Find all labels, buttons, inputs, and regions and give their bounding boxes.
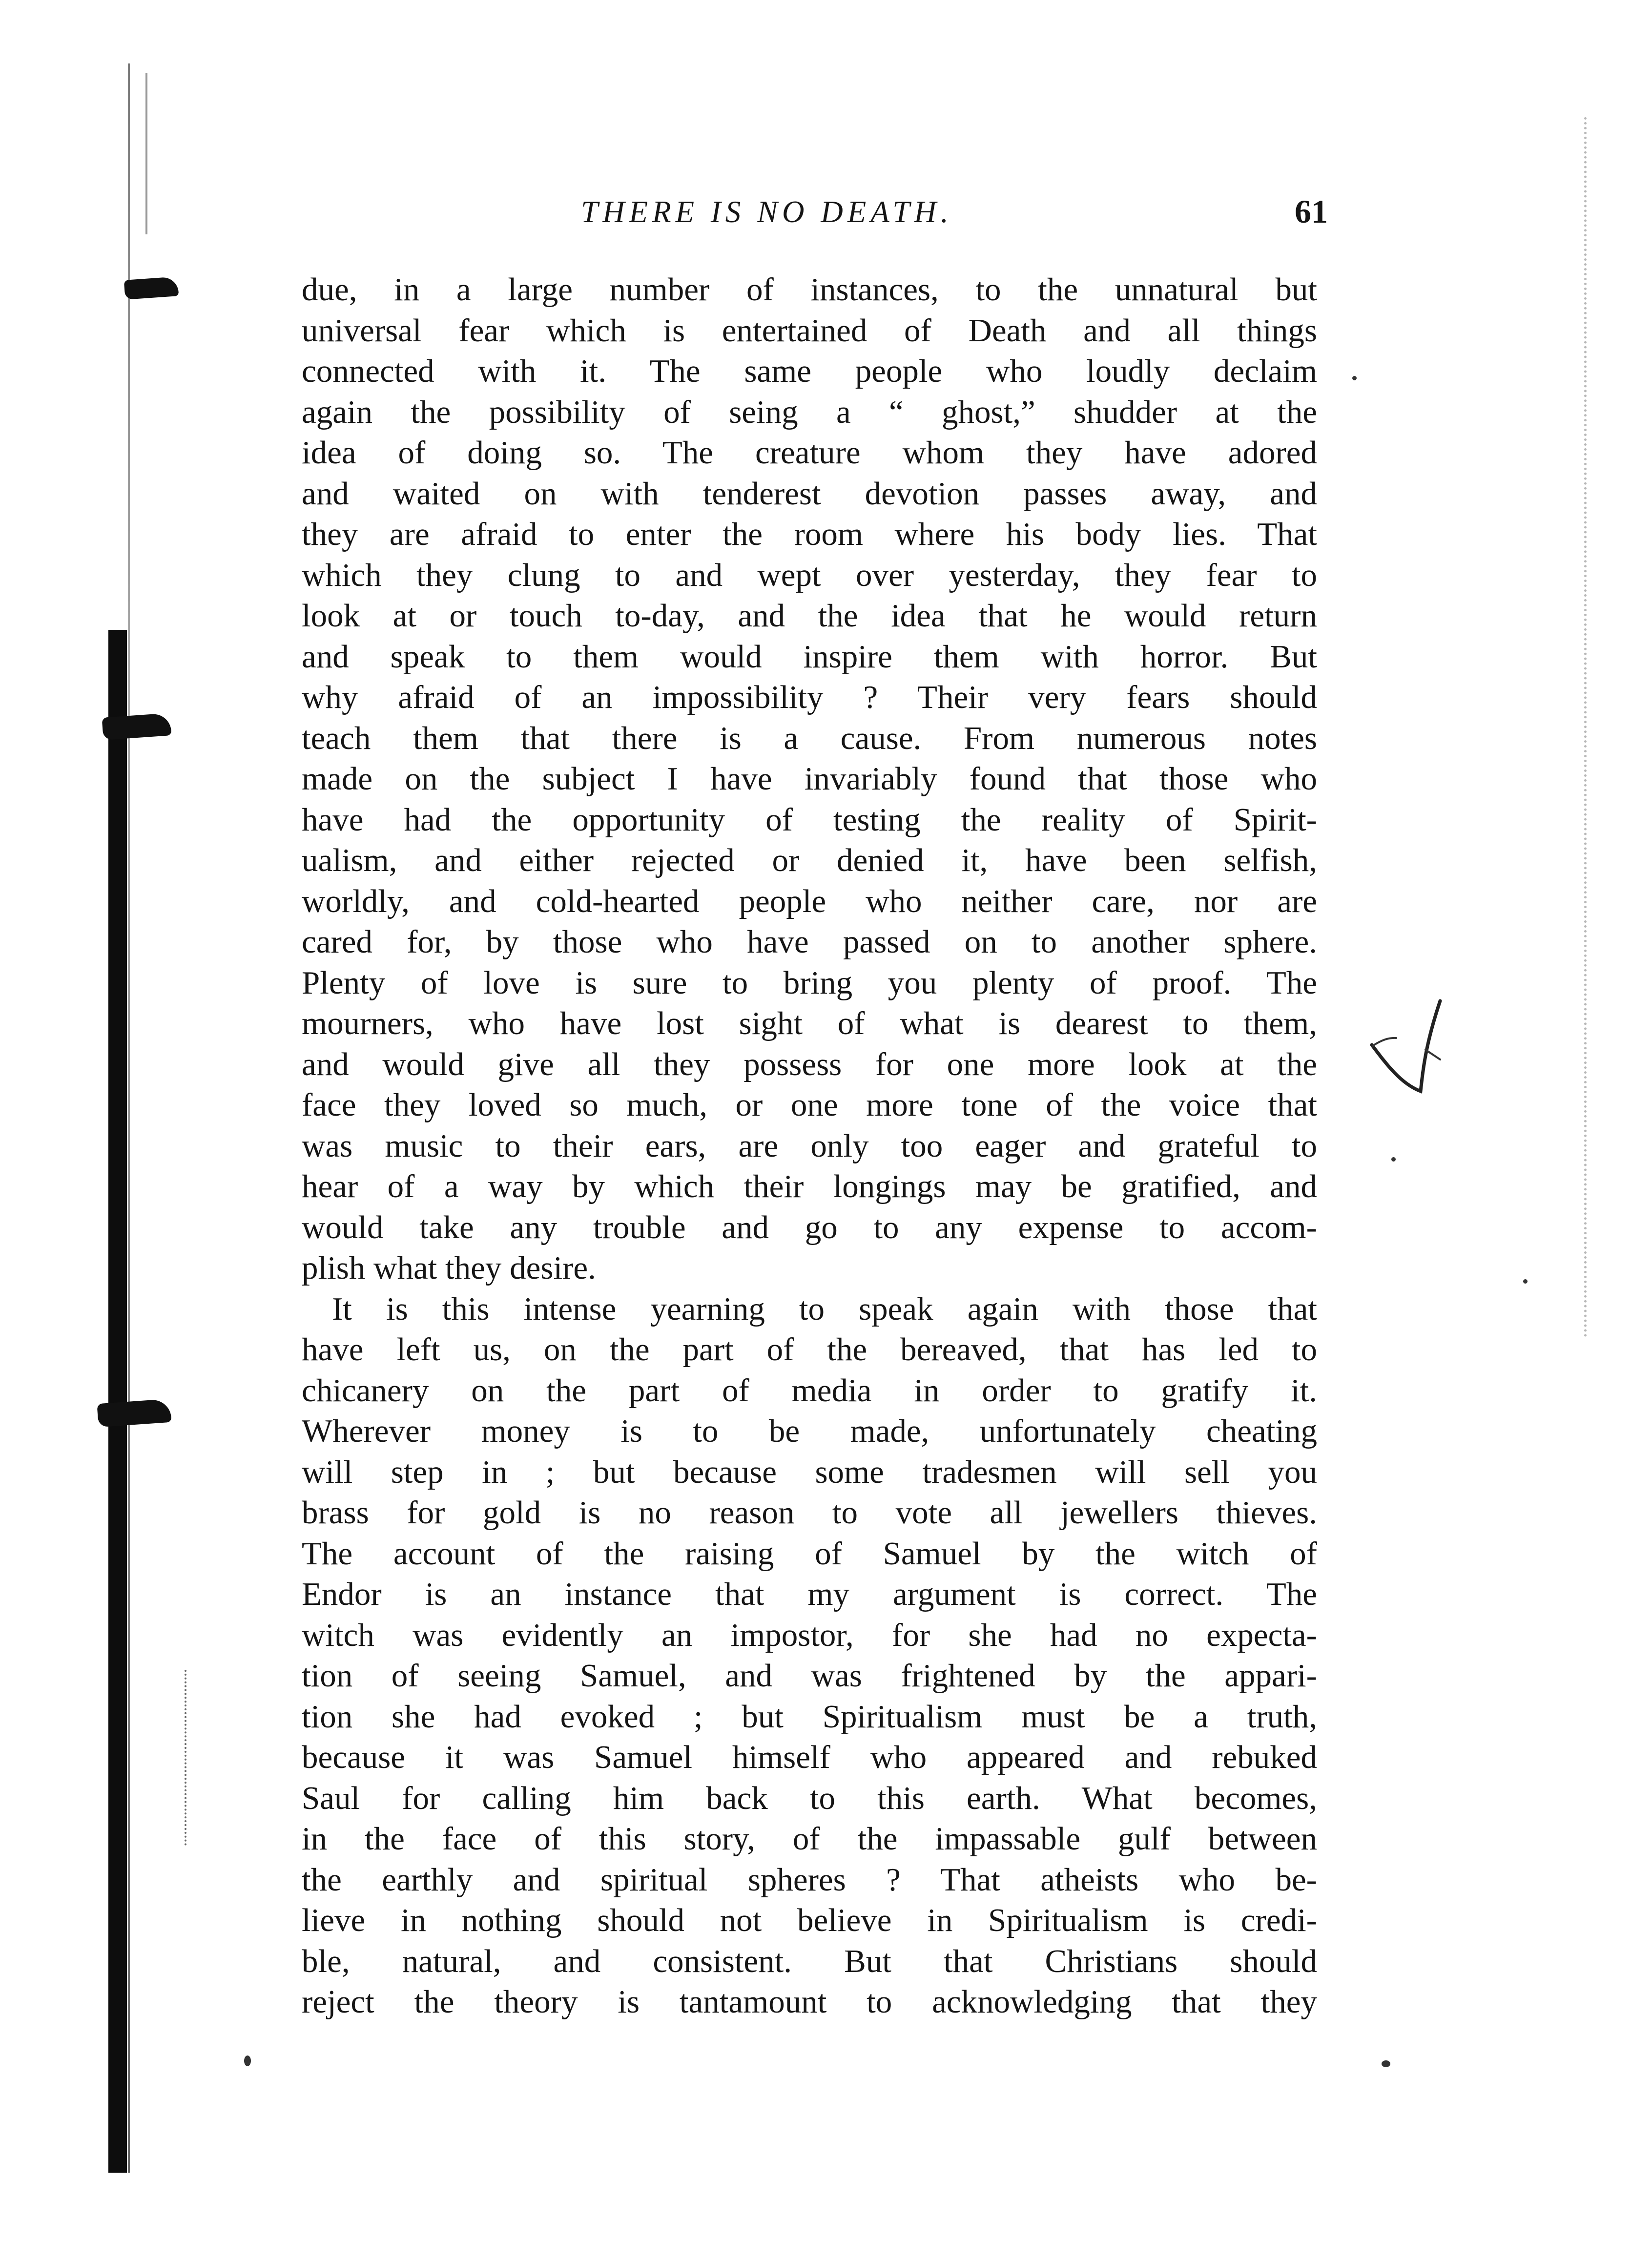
speck — [244, 2055, 251, 2066]
text-line: universal fear which is entertained of Death and all things — [302, 312, 1317, 349]
binding-dots — [185, 1670, 188, 1846]
text-line: and waited on with tenderest devotion passes away, and — [302, 475, 1317, 512]
running-head — [303, 194, 1328, 233]
text-line: hear of a way by which their longings may be gratified, and — [302, 1168, 1317, 1204]
text-line: Saul for calling him back to this earth. What becomes, — [302, 1780, 1317, 1816]
text-line: was music to their ears, are only too eager and grateful to — [302, 1127, 1317, 1164]
text-line: connected with it. The same people who loudly declaim — [302, 353, 1317, 389]
text-line: which they clung to and wept over yesterday, they fear to — [302, 557, 1317, 593]
edge-speckle-strip — [1584, 117, 1590, 1338]
binding-shadow — [108, 630, 127, 2173]
speck — [1391, 1157, 1396, 1162]
text-line: why afraid of an impossibility ? Their very fears should — [302, 679, 1317, 715]
body-text — [302, 270, 1317, 2023]
text-line: have left us, on the part of the bereaved, that has led to — [302, 1331, 1317, 1368]
text-line: cared for, by those who have passed on to another sphere. — [302, 924, 1317, 960]
text-line: chicanery on the part of media in order to gratify it. — [302, 1372, 1317, 1409]
text-line: due, in a large number of instances, to the unnatural but — [302, 271, 1317, 308]
text-line: in the face of this story, of the impassable gulf between — [302, 1821, 1317, 1857]
text-line: It is this intense yearning to speak again with those that — [332, 1290, 1317, 1327]
text-line: Plenty of love is sure to bring you plenty of proof. The — [302, 964, 1317, 1001]
text-line: brass for gold is no reason to vote all jewellers thieves. — [302, 1495, 1317, 1531]
text-line: Endor is an instance that my argument is correct. The — [302, 1576, 1317, 1612]
text-line: idea of doing so. The creature whom they have adored — [302, 435, 1317, 471]
binding-shadow-line — [128, 63, 130, 2173]
page-number: 61 — [1295, 193, 1328, 230]
text-line: would take any trouble and go to any expense to accom- — [302, 1209, 1317, 1246]
text-line: teach them that there is a cause. From numerous notes — [302, 720, 1317, 756]
text-line: face they loved so much, or one more tone of the voice that — [302, 1087, 1317, 1123]
text-line: will step in ; but because some tradesmen will sell you — [302, 1453, 1317, 1490]
speck — [1352, 376, 1357, 380]
binding-shadow-top — [145, 73, 147, 234]
text-line: The account of the raising of Samuel by the witch of — [302, 1535, 1317, 1572]
text-line: look at or touch to-day, and the idea that he would return — [302, 598, 1317, 634]
text-line: again the possibility of seing a “ ghost,” shudder at the — [302, 394, 1317, 430]
pencil-tick-mark — [1367, 991, 1445, 1099]
text-line: the earthly and spiritual spheres ? That atheists who be- — [302, 1861, 1317, 1898]
text-line: and would give all they possess for one more look at the — [302, 1046, 1317, 1082]
text-line: witch was evidently an impostor, for she had no expecta- — [302, 1617, 1317, 1653]
speck — [1382, 2060, 1390, 2067]
text-line: lieve in nothing should not believe in Spiritualism is credi- — [302, 1902, 1317, 1938]
text-line: mourners, who have lost sight of what is dearest to them, — [302, 1005, 1317, 1041]
running-title: THERE IS NO DEATH. — [581, 195, 953, 229]
binding-mark — [97, 1399, 172, 1427]
text-line: tion of seeing Samuel, and was frightened by the appari- — [302, 1658, 1317, 1694]
text-line: plish what they desire. — [302, 1250, 596, 1286]
text-line: because it was Samuel himself who appeared and rebuked — [302, 1739, 1317, 1775]
text-line: tion she had evoked ; but Spiritualism must be a truth, — [302, 1698, 1317, 1735]
text-line: ble, natural, and consistent. But that Christians should — [302, 1943, 1317, 1979]
text-line: have had the opportunity of testing the reality of Spirit- — [302, 801, 1317, 838]
binding-mark — [124, 276, 179, 300]
text-line: made on the subject I have invariably found that those who — [302, 761, 1317, 797]
text-line: reject the theory is tantamount to acknowledging that they — [302, 1984, 1317, 2020]
text-line: and speak to them would inspire them with horror. But — [302, 638, 1317, 675]
text-line: ualism, and either rejected or denied it, have been selfish, — [302, 842, 1317, 878]
text-line: Wherever money is to be made, unfortunately cheating — [302, 1413, 1317, 1449]
binding-mark — [102, 713, 172, 740]
speck — [1523, 1279, 1528, 1284]
text-line: they are afraid to enter the room where his body lies. That — [302, 516, 1317, 552]
text-line: worldly, and cold-hearted people who neither care, nor are — [302, 883, 1317, 919]
